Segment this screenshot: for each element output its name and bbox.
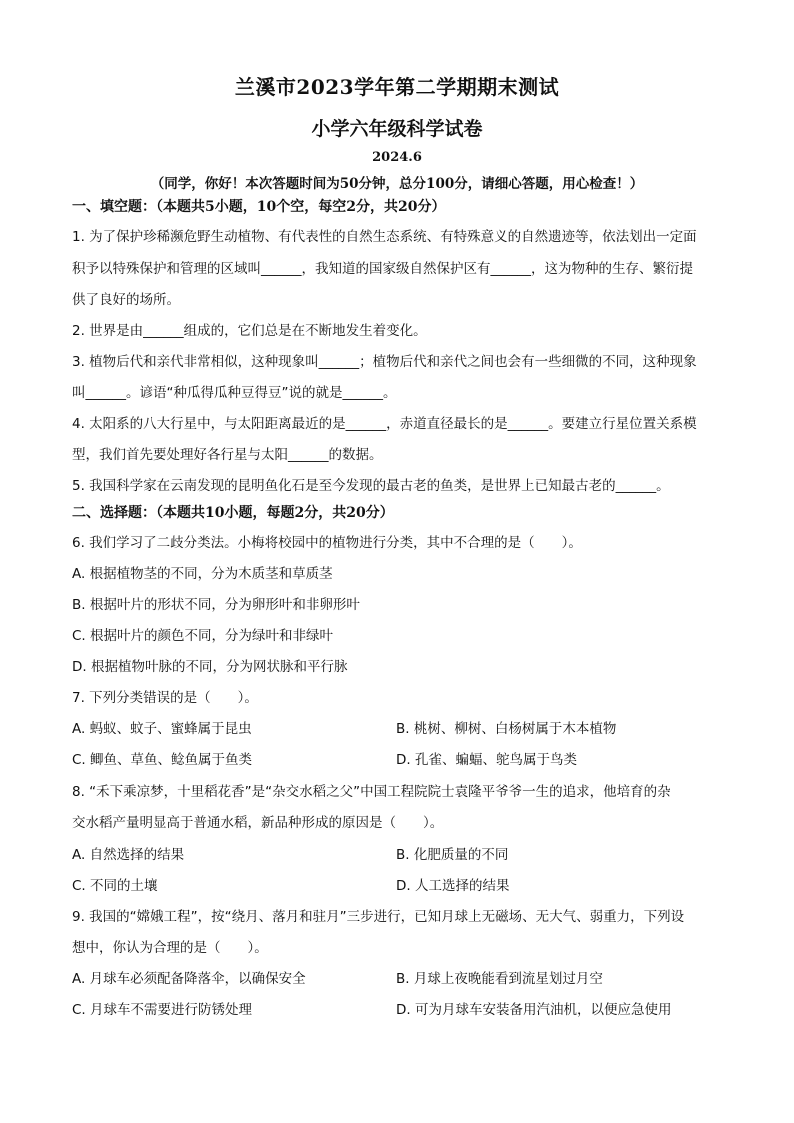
exam-title: 兰溪市2023学年第二学期期末测试	[234, 75, 560, 99]
q3-line-1: 3. 植物后代和亲代非常相似，这种现象叫______；植物后代和亲代之间也会有一些细微的不同，这种现象	[72, 354, 697, 370]
q2-line: 2. 世界是由______组成的，它们总是在不断地发生着变化。	[72, 323, 427, 339]
q8-stem-line-2: 交水稻产量明显高于普通水稻，新品种形成的原因是（ ）。	[72, 815, 444, 831]
q8-option-c: C. 不同的土壤	[72, 878, 158, 894]
q8-option-b: B. 化肥质量的不同	[396, 847, 509, 863]
exam-date: 2024.6	[372, 150, 422, 165]
section-choice-heading: 二、选择题：（本题共10小题，每题2分，共20分）	[72, 505, 394, 521]
q1-line-2: 积予以特殊保护和管理的区域叫______，我知道的国家级自然保护区有______，这为物种的生存、繁衍提	[72, 261, 693, 277]
exam-instructions: （同学，你好！本次答题时间为50分钟，总分100分，请细心答题，用心检查！）	[150, 176, 644, 192]
q7-option-a: A. 蚂蚁、蚊子、蜜蜂属于昆虫	[72, 721, 252, 737]
q7-option-c: C. 鲫鱼、草鱼、鲶鱼属于鱼类	[72, 752, 253, 768]
section-fill-in-heading: 一、填空题：（本题共5小题，10个空，每空2分，共20分）	[72, 199, 446, 215]
q9-option-a: A. 月球车必须配备降落伞，以确保安全	[72, 971, 306, 987]
q7-stem: 7. 下列分类错误的是（ ）。	[72, 690, 258, 706]
q6-option-c: C. 根据叶片的颜色不同，分为绿叶和非绿叶	[72, 628, 334, 644]
q9-option-b: B. 月球上夜晚能看到流星划过月空	[396, 971, 603, 987]
q9-stem-line-1: 9. 我国的“嫦娥工程”，按“绕月、落月和驻月”三步进行，已知月球上无磁场、无大气、弱重力，下列设	[72, 909, 685, 925]
q5-line: 5. 我国科学家在云南发现的昆明鱼化石是至今发现的最古老的鱼类，是世界上已知最古老的______。	[72, 478, 670, 494]
q7-option-b: B. 桃树、柳树、白杨树属于木本植物	[396, 721, 617, 737]
q9-option-d: D. 可为月球车安装备用汽油机，以便应急使用	[396, 1002, 672, 1018]
q8-option-d: D. 人工选择的结果	[396, 878, 510, 894]
q1-line-1: 1. 为了保护珍稀濒危野生动植物、有代表性的自然生态系统、有特殊意义的自然遗迹等，依法划出一定面	[72, 229, 697, 245]
q4-line-2: 型，我们首先要处理好各行星与太阳______的数据。	[72, 447, 383, 463]
q8-option-a: A. 自然选择的结果	[72, 847, 185, 863]
q6-option-d: D. 根据植物叶脉的不同，分为网状脉和平行脉	[72, 659, 348, 675]
q8-stem-line-1: 8. “禾下乘凉梦，十里稻花香”是“杂交水稻之父”中国工程院院士袁隆平爷爷一生的追求，他培育的杂	[72, 784, 671, 800]
q6-stem: 6. 我们学习了二歧分类法。小梅将校园中的植物进行分类，其中不合理的是（ ）。	[72, 535, 582, 551]
q3-line-2: 叫______。谚语“种瓜得瓜种豆得豆”说的就是______。	[72, 385, 397, 401]
q7-option-d: D. 孔雀、蝙蝠、鸵鸟属于鸟类	[396, 752, 577, 768]
q9-option-c: C. 月球车不需要进行防锈处理	[72, 1002, 253, 1018]
q6-option-b: B. 根据叶片的形状不同，分为卵形叶和非卵形叶	[72, 597, 360, 613]
exam-subtitle: 小学六年级科学试卷	[311, 118, 483, 140]
q9-stem-line-2: 想中，你认为合理的是（ ）。	[72, 940, 268, 956]
q4-line-1: 4. 太阳系的八大行星中，与太阳距离最近的是______，赤道直径最长的是______。要建立行星位置关系模	[72, 416, 697, 432]
q6-option-a: A. 根据植物茎的不同，分为木质茎和草质茎	[72, 566, 333, 582]
q1-line-3: 供了良好的场所。	[72, 292, 180, 308]
